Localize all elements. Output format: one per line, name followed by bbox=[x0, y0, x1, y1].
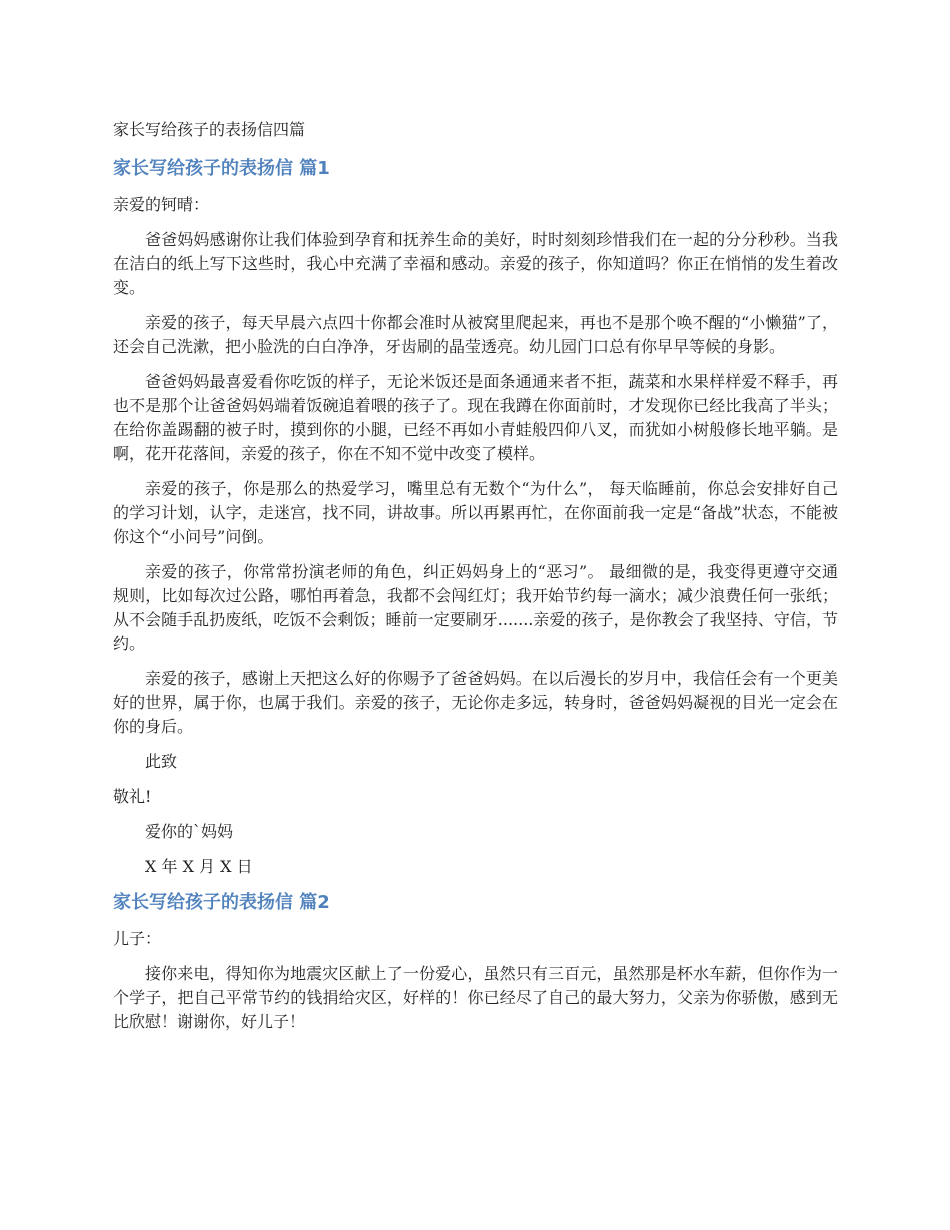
letter-1-date: X 年 X 月 X 日 bbox=[145, 857, 253, 876]
letter-2-paragraph: 接你来电，得知你为地震灾区献上了一份爱心，虽然只有三百元，虽然那是杯水车薪，但你作为一个学子，把自己平常节约的钱捐给灾区，好样的！你已经尽了自己的最大努力，父亲为你骄傲，感到无比欣慰！谢谢你，好儿子！ bbox=[113, 964, 838, 1031]
letter-1-paragraph: 亲爱的孩子，你常常扮演老师的角色，纠正妈妈身上的“恶习”。 最细微的是，我变得更遵守交通规则，比如每次过公路，哪怕再着急，我都不会闯红灯；我开始节约每一滴水；减少浪费任何一张纸；从不会随手乱扔废纸，吃饭不会剩饭；睡前一定要刷牙.......亲爱的孩子，是你教会了我坚持、守信，节约。 bbox=[113, 562, 838, 653]
letter-2-heading: 家长写给孩子的表扬信 篇2 bbox=[113, 892, 330, 913]
letter-1-paragraph: 亲爱的孩子，感谢上天把这么好的你赐予了爸爸妈妈。在以后漫长的岁月中，我信任会有一个更美好的世界，属于你，也属于我们。亲爱的孩子，无论你走多远，转身时，爸爸妈妈凝视的目光一定会在你的身后。 bbox=[113, 669, 838, 736]
letter-1-regards: 敬礼! bbox=[113, 787, 152, 806]
letter-2-salutation: 儿子： bbox=[113, 929, 162, 948]
letter-1-closing: 此致 bbox=[145, 752, 178, 771]
letter-1-paragraph: 亲爱的孩子，每天早晨六点四十你都会准时从被窝里爬起来，再也不是那个唤不醒的“小懒猫”了，还会自己洗漱，把小脸洗的白白净净，牙齿刷的晶莹透亮。幼儿园门口总有你早早等候的身影。 bbox=[113, 313, 838, 356]
letter-1-paragraph: 亲爱的孩子，你是那么的热爱学习，嘴里总有无数个“为什么”， 每天临睡前，你总会安排好自己的学习计划，认字，走迷宫，找不同，讲故事。所以再累再忙，在你面前我一定是“备战”状态，不能被你这个“小问号”问倒。 bbox=[113, 479, 838, 546]
letter-1-paragraph: 爸爸妈妈最喜爱看你吃饭的样子，无论米饭还是面条通通来者不拒，蔬菜和水果样样爱不释手，再也不是那个让爸爸妈妈端着饭碗追着喂的孩子了。现在我蹲在你面前时，才发现你已经比我高了半头；在给你盖踢翻的被子时，摸到你的小腿，已经不再如小青蛙般四仰八叉，而犹如小树般修长地平躺。是啊，花开花落间，亲爱的孩子，你在不知不觉中改变了模样。 bbox=[113, 372, 838, 463]
letter-1-heading: 家长写给孩子的表扬信 篇1 bbox=[113, 158, 330, 179]
letter-1-salutation: 亲爱的钶晴： bbox=[113, 195, 210, 214]
document-title: 家长写给孩子的表扬信四篇 bbox=[113, 120, 306, 139]
letter-1-paragraph: 爸爸妈妈感谢你让我们体验到孕育和抚养生命的美好，时时刻刻珍惜我们在一起的分分秒秒。当我在洁白的纸上写下这些时，我心中充满了幸福和感动。亲爱的孩子，你知道吗？你正在悄悄的发生着改变。 bbox=[113, 230, 838, 297]
letter-1-signature: 爱你的`妈妈 bbox=[145, 822, 234, 841]
document-page bbox=[113, 118, 838, 1045]
